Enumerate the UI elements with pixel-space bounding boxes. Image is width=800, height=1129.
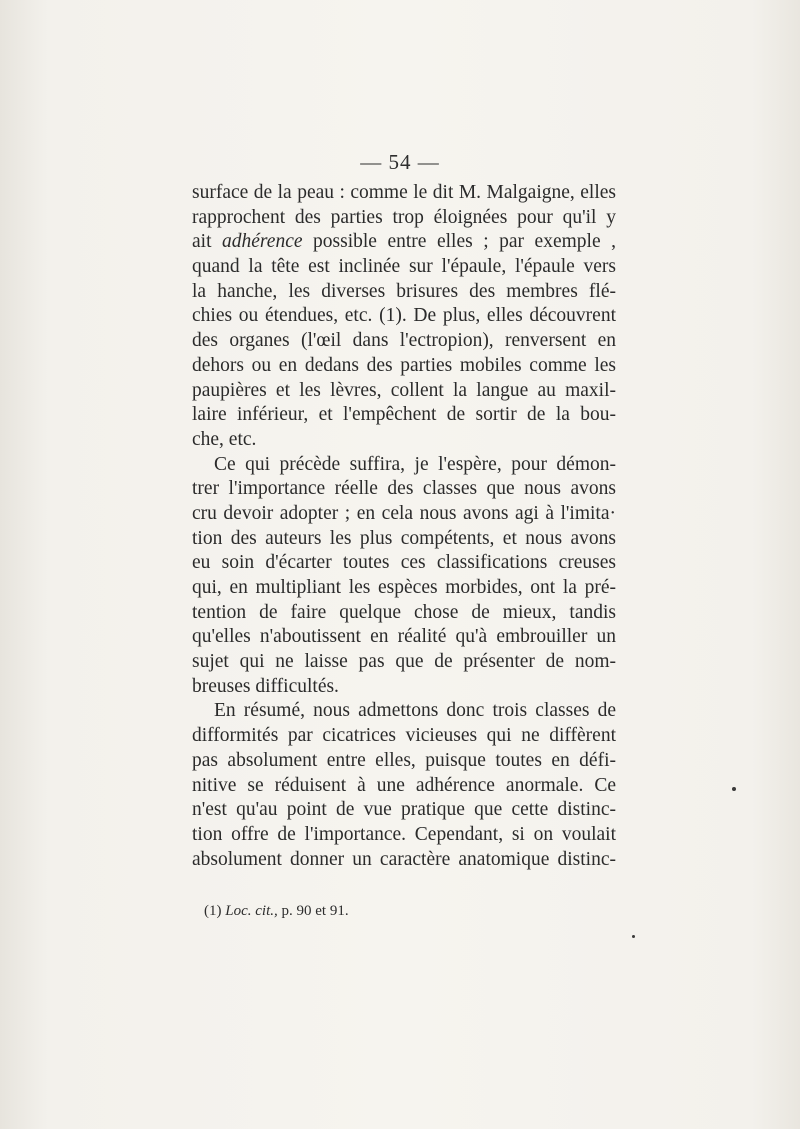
text-line: eu soin d'écarter toutes ces classifications creuses — [192, 552, 616, 574]
ink-speck — [632, 935, 635, 938]
paragraph-3 — [192, 699, 616, 872]
footnote-marker: (1) — [204, 903, 222, 919]
text-line — [192, 230, 616, 255]
text-line: chies ou étendues, etc. (1). De plus, elles découvrent — [192, 305, 616, 327]
text-line: laire inférieur, et l'empêchent de sortir de la bou- — [192, 404, 616, 426]
text-line: dehors ou en dedans des parties mobiles comme les — [192, 354, 616, 376]
text-line: des organes (l'œil dans l'ectropion), renversent en — [192, 330, 616, 352]
paragraph-1 — [192, 181, 616, 453]
text-line: sujet qui ne laisse pas que de présenter de nom- — [192, 651, 616, 673]
text-line: tion des auteurs les plus compétents, et nous avons — [192, 527, 616, 549]
text-line: surface de la peau : comme le dit M. Malgaigne, elles — [192, 182, 616, 203]
text-line: la hanche, les diverses brisures des membres flé- — [192, 280, 616, 302]
text-line: n'est qu'au point de vue pratique que cette distinc- — [192, 799, 616, 821]
text-line: trer l'importance réelle des classes que nous avons — [192, 478, 616, 500]
text-line: tention de faire quelque chose de mieux, tandis — [192, 601, 616, 623]
ink-speck — [732, 787, 736, 791]
text-fragment: ait — [192, 231, 212, 253]
text-line: breuses difficultés. — [192, 675, 339, 697]
paragraph-2 — [192, 453, 616, 700]
text-line: Ce qui précède suffira, je l'espère, pour démon- — [214, 453, 616, 475]
emphasized-word: adhérence — [222, 231, 303, 253]
page-number: — 54 — — [360, 150, 440, 174]
body-text — [192, 181, 616, 872]
text-line: rapprochent des parties trop éloignées pour qu'il y — [192, 206, 616, 228]
text-line: tion offre de l'importance. Cependant, si on voulait — [192, 823, 616, 845]
text-line: pas absolument entre elles, puisque toutes en défi- — [192, 749, 616, 771]
footnote — [204, 903, 349, 920]
footnote-pages: p. 90 et 91. — [281, 903, 349, 919]
text-line: che, etc. — [192, 428, 257, 450]
text-line: absolument donner un caractère anatomique distinc- — [192, 848, 616, 870]
text-line: nitive se réduisent à une adhérence anormale. Ce — [192, 774, 616, 796]
text-line: quand la tête est inclinée sur l'épaule, l'épaule vers — [192, 256, 616, 278]
text-fragment: possible entre elles ; par exemple , — [313, 231, 616, 253]
footnote-citation: Loc. cit., — [225, 903, 278, 919]
text-line: paupières et les lèvres, collent la langue au maxil- — [192, 379, 616, 401]
text-line: cru devoir adopter ; en cela nous avons agi à l'imita· — [192, 502, 616, 524]
text-line: difformités par cicatrices vicieuses qui ne diffèrent — [192, 725, 616, 747]
text-line: En résumé, nous admettons donc trois classes de — [214, 700, 616, 722]
text-line: qui, en multipliant les espèces morbides, ont la pré- — [192, 577, 616, 598]
text-line: qu'elles n'aboutissent en réalité qu'à embrouiller un — [192, 626, 616, 648]
